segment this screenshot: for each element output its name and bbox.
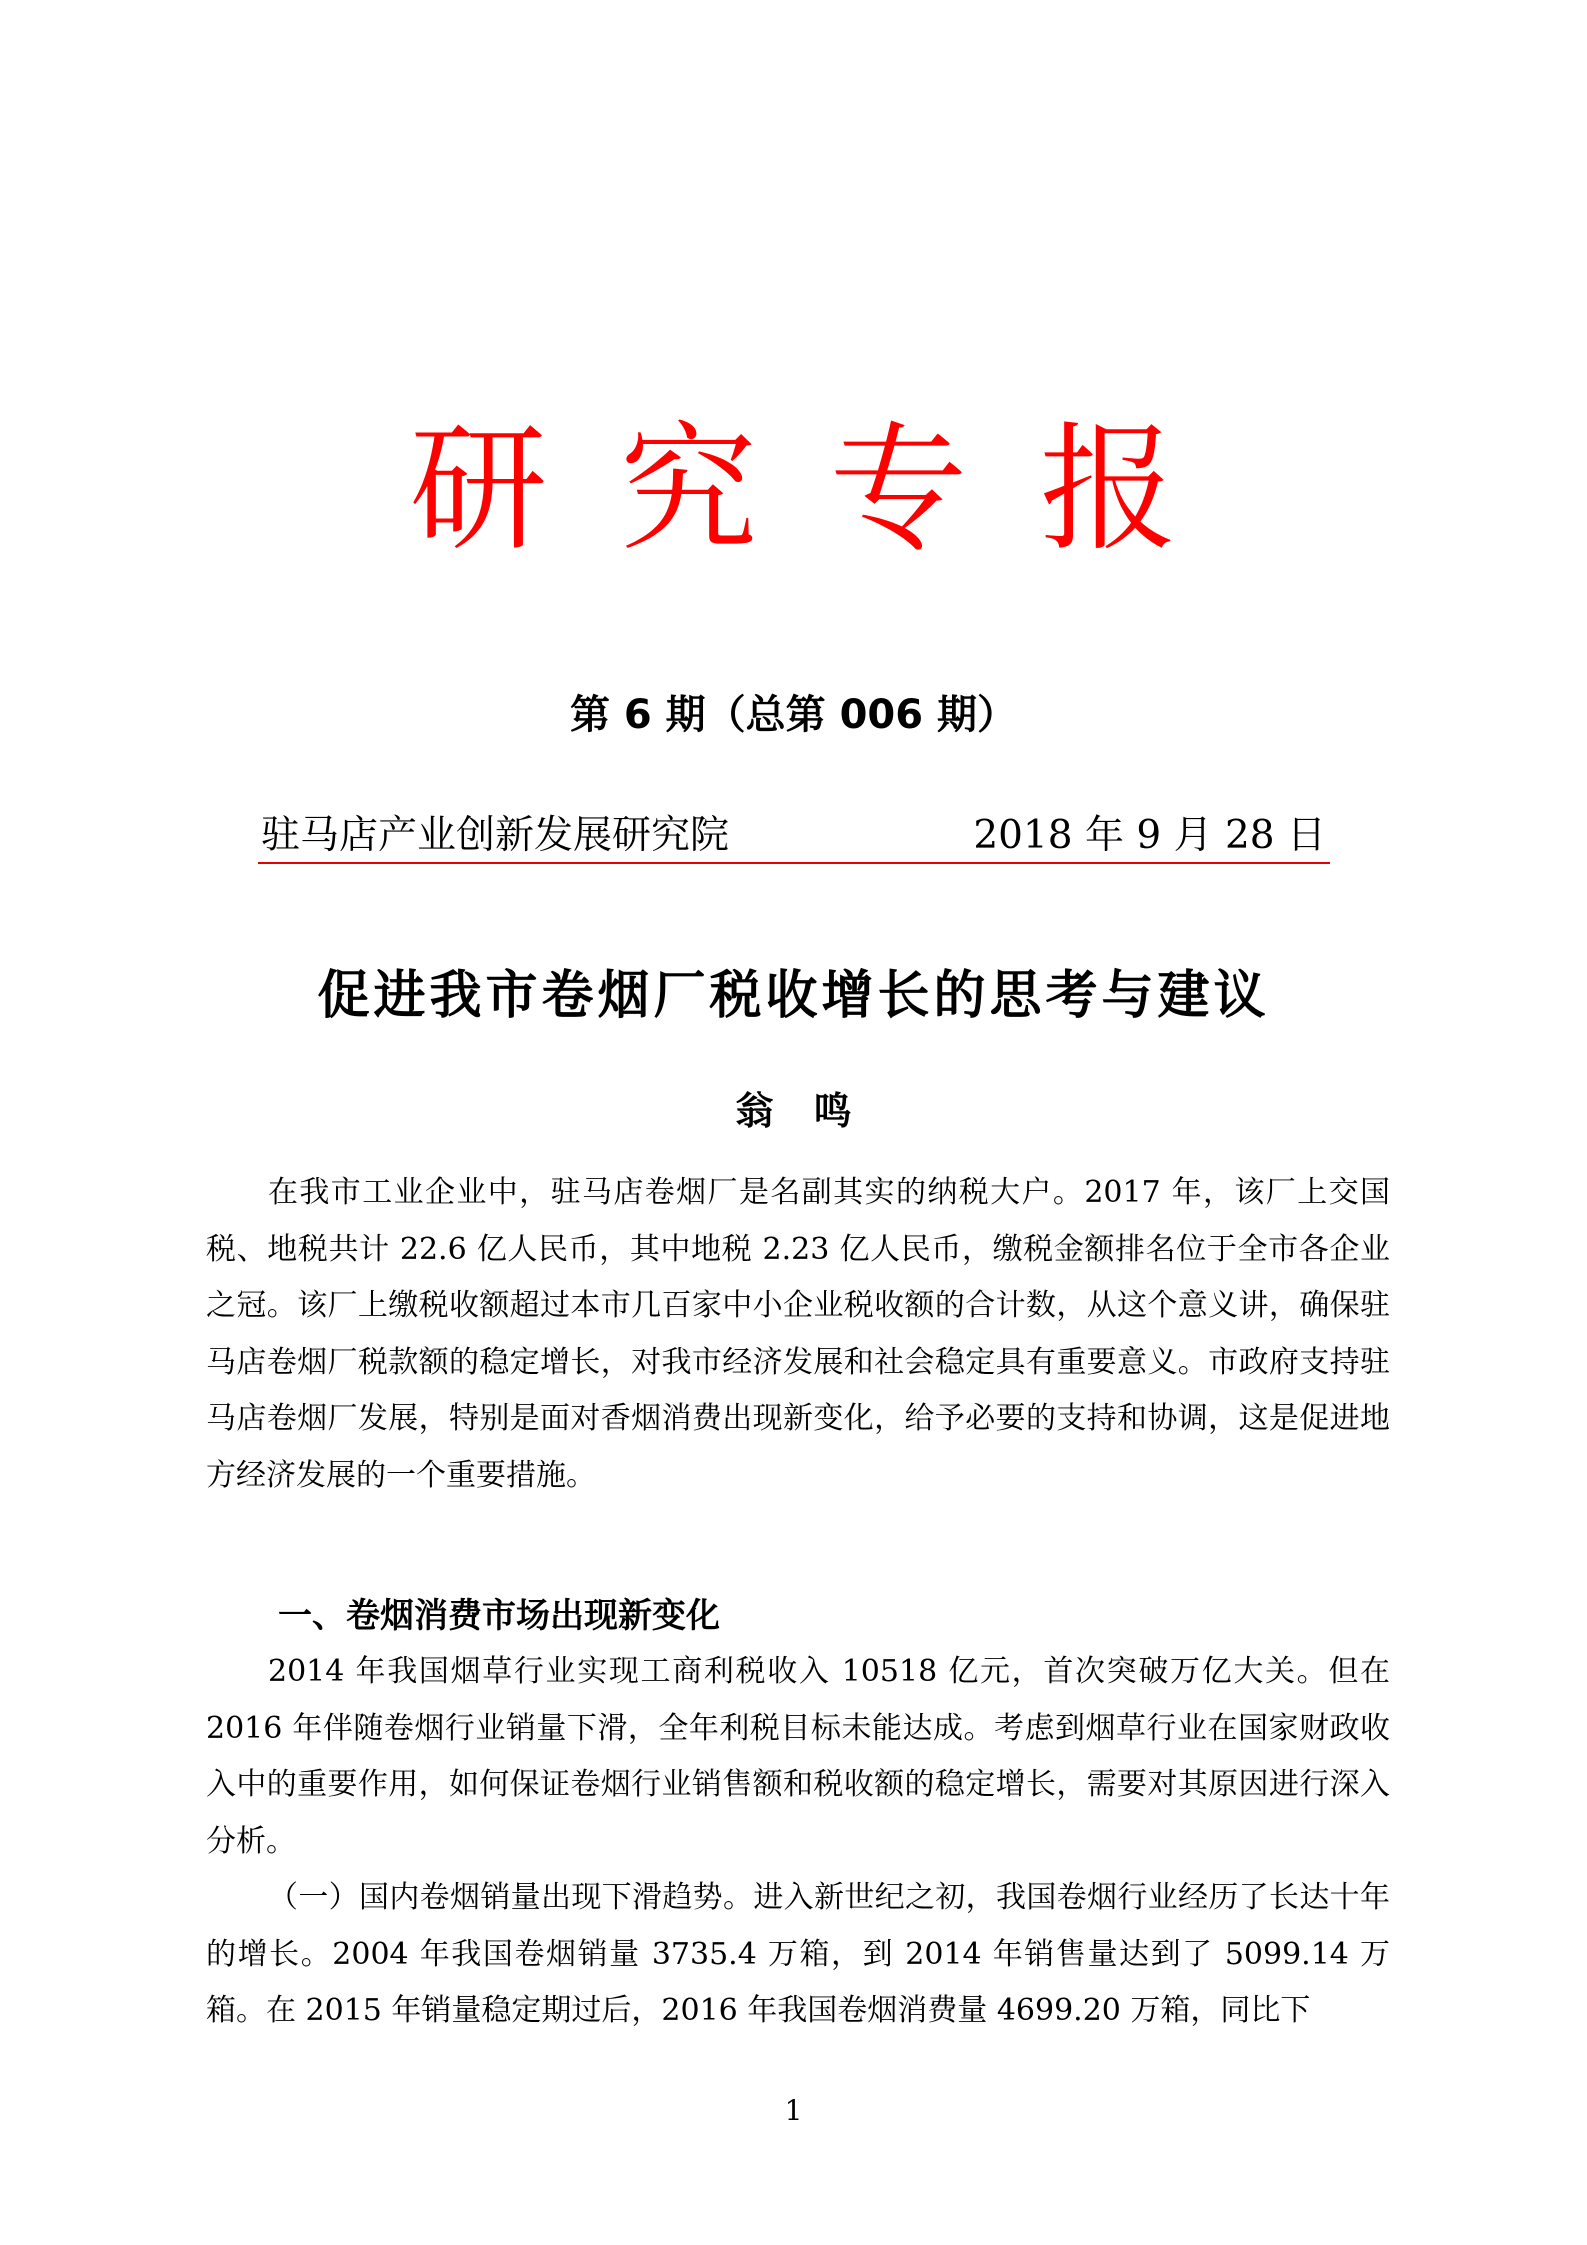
section-paragraph-2: （一）国内卷烟销量出现下滑趋势。进入新世纪之初，我国卷烟行业经历了长达十年的增长。2004 年我国卷烟销量 3735.4 万箱，到 2014 年销售量达到了 5099.14 万箱。在 2015 年销量稳定期过后，2016 年我国卷烟消费量 4699.20 万箱，同比下 [206, 1880, 1390, 2028]
issue-number: 第 6 期（总第 006 期） [569, 692, 1018, 738]
publisher-line [258, 810, 1330, 864]
masthead-title: 研究专报 [409, 409, 1250, 570]
section-paragraph-1: 2014 年我国烟草行业实现工商利税收入 10518 亿元，首次突破万亿大关。但在 2016 年伴随卷烟行业销量下滑，全年利税目标未能达成。考虑到烟草行业在国家财政收入中的重要作用，如何保证卷烟行业销售额和税收额的稳定增长，需要对其原因进行深入分析。 [206, 1654, 1390, 1859]
article-title: 促进我市卷烟厂税收增长的思考与建议 [317, 965, 1270, 1026]
section-heading: 一、卷烟消费市场出现新变化 [278, 1596, 720, 1636]
publish-date: 2018 年 9 月 28 日 [973, 813, 1326, 858]
intro-section [206, 1165, 1390, 1504]
institute-name: 驻马店产业创新发展研究院 [261, 813, 730, 858]
page-number: 1 [784, 2094, 803, 2127]
intro-paragraph: 在我市工业企业中，驻马店卷烟厂是名副其实的纳税大户。2017 年，该厂上交国税、地税共计 22.6 亿人民币，其中地税 2.23 亿人民币，缴税金额排名位于全市各企业之冠。该厂上缴税收额超过本市几百家中小企业税收额的合计数，从这个意义讲，确保驻马店卷烟厂税款额的稳定增长，对我市经济发展和社会稳定具有重要意义。市政府支持驻马店卷烟厂发展，特别是面对香烟消费出现新变化，给予必要的支持和协调，这是促进地方经济发展的一个重要措施。 [206, 1175, 1390, 1493]
article-author: 翁鸣 [735, 1088, 892, 1133]
section-one [206, 1588, 1390, 2040]
